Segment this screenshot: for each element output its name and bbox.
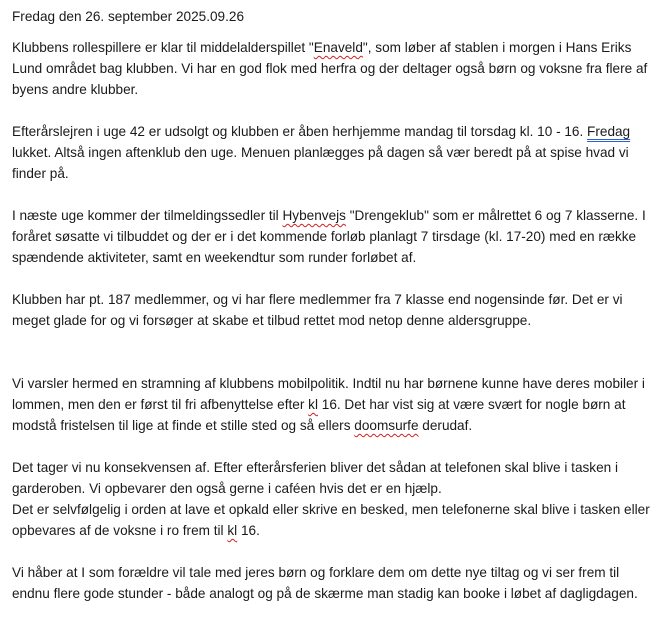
date-line: Fredag den 26. september 2025.09.26 bbox=[12, 9, 245, 24]
spelling-flag: kl bbox=[227, 523, 238, 538]
text-run: I næste uge kommer der tilmeldingssedler til bbox=[12, 208, 283, 223]
paragraph-autumn-camp bbox=[12, 121, 650, 184]
spelling-flag: kl bbox=[308, 397, 318, 412]
text-run: 16. bbox=[237, 523, 260, 538]
text-run: "Drengeklub" som er målrettet 6 og 7 klasserne. I foråret søsatte vi tilbuddet og der er i det kommende forløb planlagt 7 tirsdage (kl. 17-20) med en række spændende aktiviteter, samt en weekendtur som runder forløbet af. bbox=[12, 208, 646, 265]
paragraph-calls bbox=[12, 499, 650, 541]
paragraph-boys-club bbox=[12, 205, 650, 268]
paragraph-closing: Vi håber at I som forældre vil tale med jeres børn og forklare dem om dette nye tiltag og vi ser frem til endnu flere gode stunder - både analogt og på de skærme man stadig kan booke i løbet af dagligdagen. bbox=[12, 565, 638, 601]
spelling-flag: Hybenvejs bbox=[282, 208, 346, 223]
spelling-flag: Enaveld bbox=[313, 40, 363, 55]
text-run: Vi varsler hermed en stramning af klubbens mobilpolitik. Indtil nu har børnene kunne have deres mobiler i lommen, men den er først til fri afbenyttelse efter bbox=[12, 376, 645, 412]
text-run: ", som løber af stablen i morgen i Hans Eriks Lund området bag klubben. Vi har en god flok med herfra og der deltager også børn og voksne fra flere af byens andre klubber. bbox=[12, 40, 648, 97]
paragraph-members: Klubben har pt. 187 medlemmer, og vi har flere medlemmer fra 7 klasse end nogensinde før. Det er vi meget glade for og vi forsøger at skabe et tilbud rettet mod netop denne aldersgruppe. bbox=[12, 292, 623, 328]
text-run: Klubbens rollespillere er klar til middelalderspillet " bbox=[12, 40, 314, 55]
text-run: 16. Det har vist sig at være svært for nogle børn at modstå fristelsen til lige at finde et stille sted og så ellers bbox=[12, 397, 626, 433]
text-run: lukket. Altså ingen aftenklub den uge. Menuen planlægges på dagen så vær beredt på at spise hvad vi finder på. bbox=[12, 145, 629, 181]
text-run: derudaf. bbox=[418, 418, 473, 433]
paragraph-consequence: Det tager vi nu konsekvensen af. Efter efterårsferien bliver det sådan at telefonen skal blive i tasken i garderoben. Vi opbevarer den også gerne i caféen hvis det er en hjælp. bbox=[12, 460, 619, 496]
paragraph-roleplay bbox=[12, 37, 650, 100]
spelling-flag: doomsurfe bbox=[354, 418, 419, 433]
text-run: Det er selvfølgelig i orden at lave et opkald eller skrive en besked, men telefonerne skal blive i tasken eller opbevares af de voksne i ro frem til bbox=[12, 502, 650, 538]
paragraph-mobile-policy bbox=[12, 373, 650, 436]
grammar-flag: Fredag bbox=[587, 124, 631, 139]
text-run: Efterårslejren i uge 42 er udsolgt og klubben er åben herhjemme mandag til torsdag kl. 10 - 16. bbox=[12, 124, 588, 139]
